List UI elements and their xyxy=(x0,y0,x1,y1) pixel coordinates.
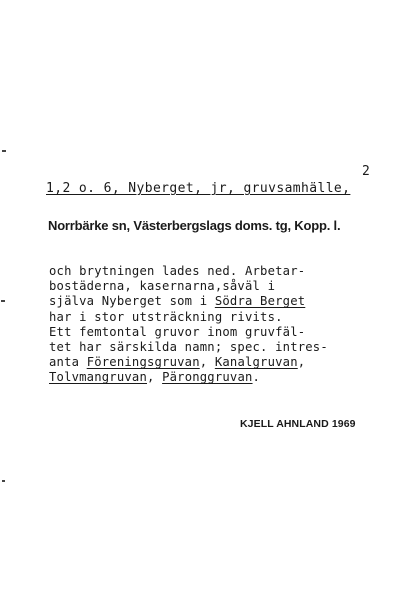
body-text-segment: har i stor utsträckning rivits. xyxy=(49,309,283,324)
mine-name: Kanalgruvan xyxy=(214,355,298,370)
body-line xyxy=(49,325,328,340)
body-line xyxy=(49,264,328,279)
mine-name: Föreningsgruvan xyxy=(86,355,200,370)
body-text-segment: anta xyxy=(49,355,87,370)
body-text-segment: . xyxy=(252,370,261,385)
body-text-segment: bostäderna, kasernarna,såväl i xyxy=(49,279,276,294)
edge-mark xyxy=(2,150,6,152)
body-line xyxy=(49,340,328,355)
edge-mark xyxy=(1,300,5,302)
place-name: Södra Berget xyxy=(214,294,306,309)
edge-mark xyxy=(2,480,5,482)
body-text-segment: själva Nyberget som i xyxy=(49,294,215,309)
body-text-segment: , xyxy=(297,355,306,370)
mine-name: Päronggruvan xyxy=(162,370,253,385)
body-line xyxy=(49,294,328,309)
card-number: 2 xyxy=(362,164,370,179)
body-text-segment: , xyxy=(147,370,163,385)
body-text xyxy=(49,264,328,386)
body-line xyxy=(49,355,328,370)
parish-line: Norrbärke sn, Västerbergslags doms. tg, Kopp. l. xyxy=(48,218,341,233)
heading xyxy=(46,181,350,196)
body-line xyxy=(49,370,328,385)
mine-name: Tolvmangruvan xyxy=(49,370,147,385)
body-text-segment: Ett femtontal gruvor inom gruvfäl- xyxy=(49,324,306,339)
body-text-segment: och brytningen lades ned. Arbetar- xyxy=(49,264,306,278)
body-line xyxy=(49,279,328,294)
body-text-segment: , xyxy=(199,355,215,370)
body-line xyxy=(49,310,328,325)
author-signature: KJELL AHNLAND 1969 xyxy=(240,418,356,430)
heading-text: 1,2 o. 6, Nyberget, jr, gruvsamhälle, xyxy=(46,181,351,196)
body-text-segment: tet har särskilda namn; spec. intres- xyxy=(49,340,328,355)
